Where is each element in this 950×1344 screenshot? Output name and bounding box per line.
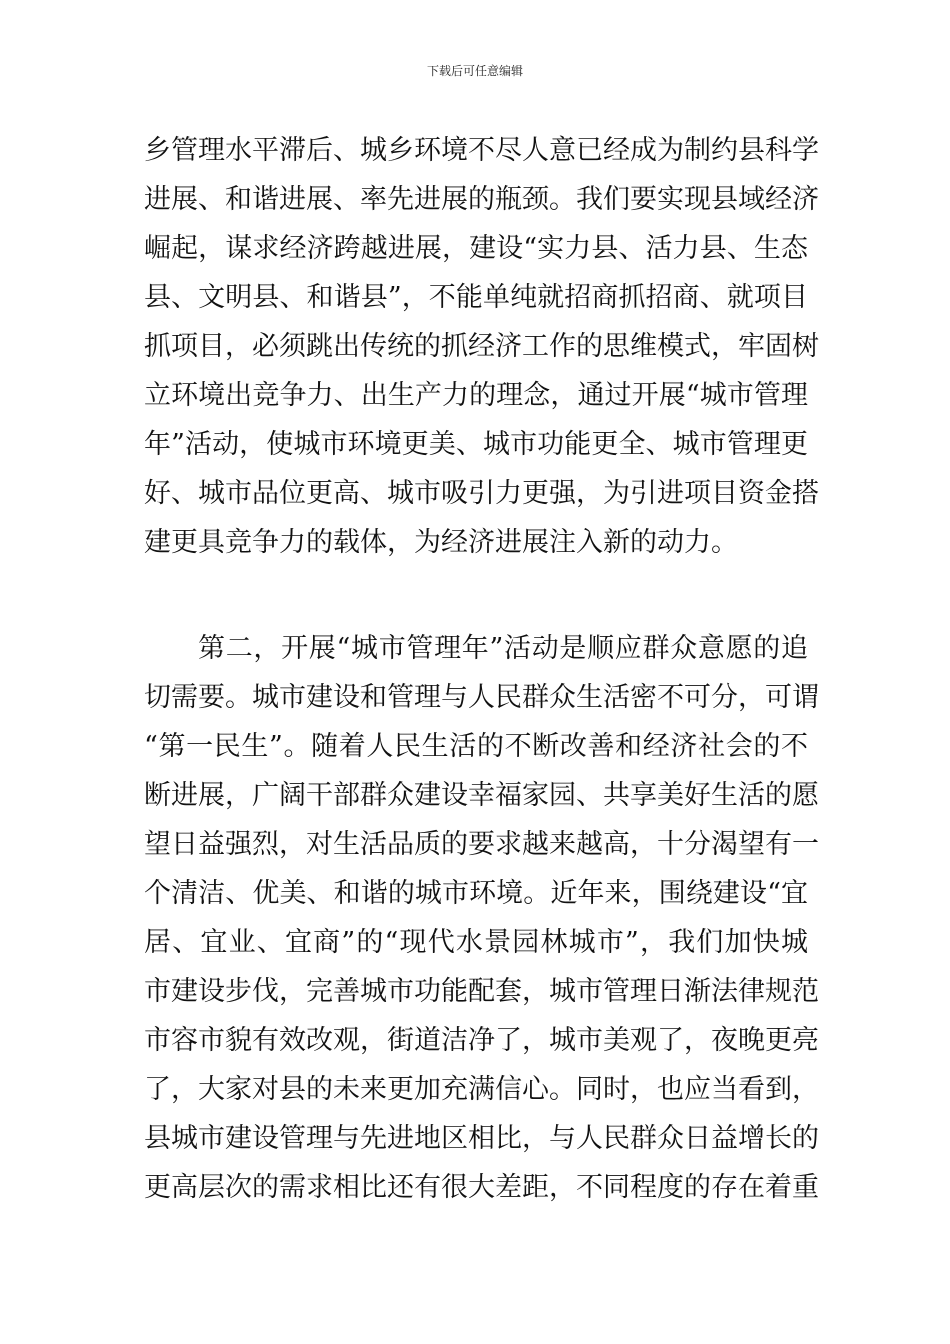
text-line: 乡管理水平滞后、城乡环境不尽人意已经成为制约县科学	[144, 135, 819, 166]
text-line: 进展、和谐进展、率先进展的瓶颈。我们要实现县域经济	[144, 184, 819, 215]
text-line: 个清洁、优美、和谐的城市环境。近年来，围绕建设“宜	[144, 878, 808, 909]
text-line: 居、宜业、宜商”的“现代水景园林城市”，我们加快城	[144, 927, 808, 958]
text-line: 好、城市品位更高、城市吸引力更强，为引进项目资金搭	[144, 478, 819, 509]
text-line: 望日益强烈，对生活品质的要求越来越高，十分渴望有一	[144, 829, 819, 860]
page-header: 下载后可任意编辑	[426, 64, 523, 78]
text-line: 更高层次的需求相比还有很大差距，不同程度的存在着重	[144, 1172, 819, 1203]
text-line: 市容市貌有效改观，街道洁净了，城市美观了，夜晚更亮	[144, 1025, 819, 1056]
text-line: 了，大家对县的未来更加充满信心。同时，也应当看到，	[144, 1074, 819, 1105]
text-line: 立环境出竞争力、出生产力的理念，通过开展“城市管理	[144, 380, 808, 411]
text-line: 崛起，谋求经济跨越进展，建设“实力县、活力县、生态	[144, 233, 808, 264]
text-line: 年”活动，使城市环境更美、城市功能更全、城市管理更	[144, 429, 808, 460]
text-line: 第二，开展“城市管理年”活动是顺应群众意愿的追	[198, 633, 808, 664]
text-line: 切需要。城市建设和管理与人民群众生活密不可分，可谓	[144, 682, 819, 713]
text-line: 县、文明县、和谐县”，不能单纯就招商抓招商、就项目	[144, 282, 808, 313]
text-line: 抓项目，必须跳出传统的抓经济工作的思维模式，牢固树	[144, 331, 819, 362]
paragraph-1	[144, 126, 819, 567]
text-line: 县城市建设管理与先进地区相比，与人民群众日益增长的	[144, 1123, 819, 1154]
text-line: “第一民生”。随着人民生活的不断改善和经济社会的不	[144, 731, 808, 762]
text-line: 建更具竞争力的载体，为经济进展注入新的动力。	[144, 527, 738, 558]
text-line: 市建设步伐，完善城市功能配套，城市管理日渐法律规范	[144, 976, 819, 1007]
paragraph-2	[144, 624, 819, 1212]
text-line: 断进展，广阔干部群众建设幸福家园、共享美好生活的愿	[144, 780, 819, 811]
